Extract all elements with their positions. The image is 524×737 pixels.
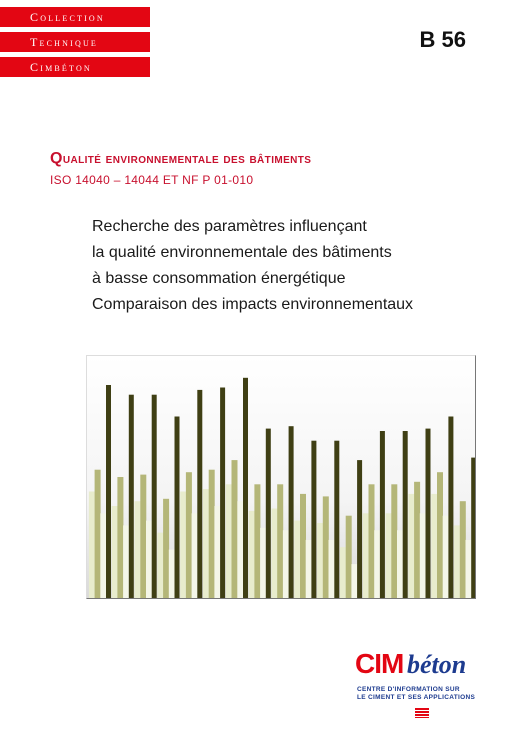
standards-line: ISO 14040 – 14044 ET NF P 01-010 xyxy=(50,173,254,187)
logo-cim-text: CIM xyxy=(355,648,404,679)
chart-bar xyxy=(420,513,426,598)
chart-bar xyxy=(152,395,157,598)
chart-bar xyxy=(317,523,323,598)
subtitle-line: à basse consommation énergétique xyxy=(92,270,346,287)
chart-svg xyxy=(87,356,475,598)
chart-bar xyxy=(146,521,152,598)
collection-label: Collection xyxy=(30,10,105,24)
document-code: B 56 xyxy=(419,27,466,52)
chart-bar xyxy=(431,494,437,598)
chart-bar xyxy=(471,458,475,598)
collection-tag-line3 xyxy=(0,57,150,77)
chart-bar xyxy=(311,441,316,598)
kicker-title xyxy=(50,150,311,168)
chart-bar xyxy=(197,390,202,598)
chart-bar xyxy=(232,460,238,598)
chart-bar xyxy=(460,501,466,598)
chart-bar xyxy=(340,547,346,598)
chart-bar xyxy=(214,506,220,598)
kicker-first-letter: Q xyxy=(50,150,63,167)
chart-bar xyxy=(391,484,397,598)
chart-bar xyxy=(357,460,362,598)
chart-bar xyxy=(163,499,169,598)
logo-beton-text: béton xyxy=(407,650,467,679)
logo-subtitle-line1: CENTRE D'INFORMATION SUR xyxy=(357,686,460,693)
chart-bar xyxy=(249,511,255,598)
chart-bar xyxy=(266,429,271,598)
chart-bar xyxy=(448,417,453,599)
chart-bar xyxy=(300,494,306,598)
chart-bar xyxy=(254,484,260,598)
chart-bar xyxy=(100,513,106,598)
collection-tag-line2 xyxy=(0,32,150,52)
chart-bar xyxy=(129,395,134,598)
kicker-rest: ualité environnementale des bâtiments xyxy=(62,150,312,166)
chart-bar xyxy=(220,388,225,599)
collection-tag-line1 xyxy=(0,7,150,27)
chart-bar xyxy=(117,477,123,598)
chart-bar xyxy=(386,513,392,598)
chart-bar xyxy=(226,484,232,598)
chart-bar xyxy=(306,540,312,598)
chart-bar xyxy=(157,533,163,598)
cimbeton-logo xyxy=(355,648,485,728)
chart-bar xyxy=(466,540,472,598)
chart-bar xyxy=(374,530,380,598)
chart-bar xyxy=(203,489,209,598)
chart-bar xyxy=(175,417,180,599)
chart-bar xyxy=(237,501,243,598)
chart-bar xyxy=(169,550,175,598)
chart-bar xyxy=(192,513,198,598)
chart-bar xyxy=(95,470,101,598)
cover-bar-chart xyxy=(86,355,476,599)
chart-bar xyxy=(329,540,335,598)
chart-bar xyxy=(403,431,408,598)
chart-bar xyxy=(437,472,443,598)
chart-bar xyxy=(277,484,283,598)
chart-bar xyxy=(260,528,266,598)
chart-bar xyxy=(140,475,146,598)
chart-bar xyxy=(426,429,431,598)
chart-bar xyxy=(363,513,369,598)
chart-bar xyxy=(346,516,352,598)
chart-bar xyxy=(334,441,339,598)
chart-bar xyxy=(243,378,248,598)
chart-bar xyxy=(414,482,420,598)
chart-bar xyxy=(323,496,329,598)
chart-bar xyxy=(283,530,289,598)
chart-bar xyxy=(351,564,357,598)
chart-bar xyxy=(112,506,118,598)
logo-stripes-icon xyxy=(415,708,429,718)
subtitle-line: la qualité environnementale des bâtiments xyxy=(92,244,392,261)
technique-label: Technique xyxy=(30,35,99,49)
subtitle-line: Recherche des paramètres influençant xyxy=(92,218,367,235)
chart-bar xyxy=(408,494,414,598)
subtitle-line: Comparaison des impacts environnementaux xyxy=(92,296,414,313)
chart-bar xyxy=(135,501,141,598)
chart-bar xyxy=(272,509,278,599)
logo-subtitle xyxy=(357,686,483,702)
chart-bar xyxy=(397,530,403,598)
logo-subtitle-line2: LE CIMENT ET SES APPLICATIONS xyxy=(357,694,476,701)
cimbeton-label: Cimbéton xyxy=(30,60,92,74)
chart-bar xyxy=(180,492,186,599)
chart-bar xyxy=(106,385,111,598)
chart-bar xyxy=(454,525,460,598)
chart-bar xyxy=(294,521,300,598)
chart-bar xyxy=(369,484,375,598)
chart-bar xyxy=(123,525,129,598)
chart-bar xyxy=(289,426,294,598)
subtitle-block xyxy=(92,214,413,318)
chart-bar xyxy=(380,431,385,598)
chart-bar xyxy=(443,516,449,598)
chart-bar xyxy=(209,470,215,598)
chart-bar xyxy=(186,472,192,598)
chart-bar xyxy=(89,492,95,599)
